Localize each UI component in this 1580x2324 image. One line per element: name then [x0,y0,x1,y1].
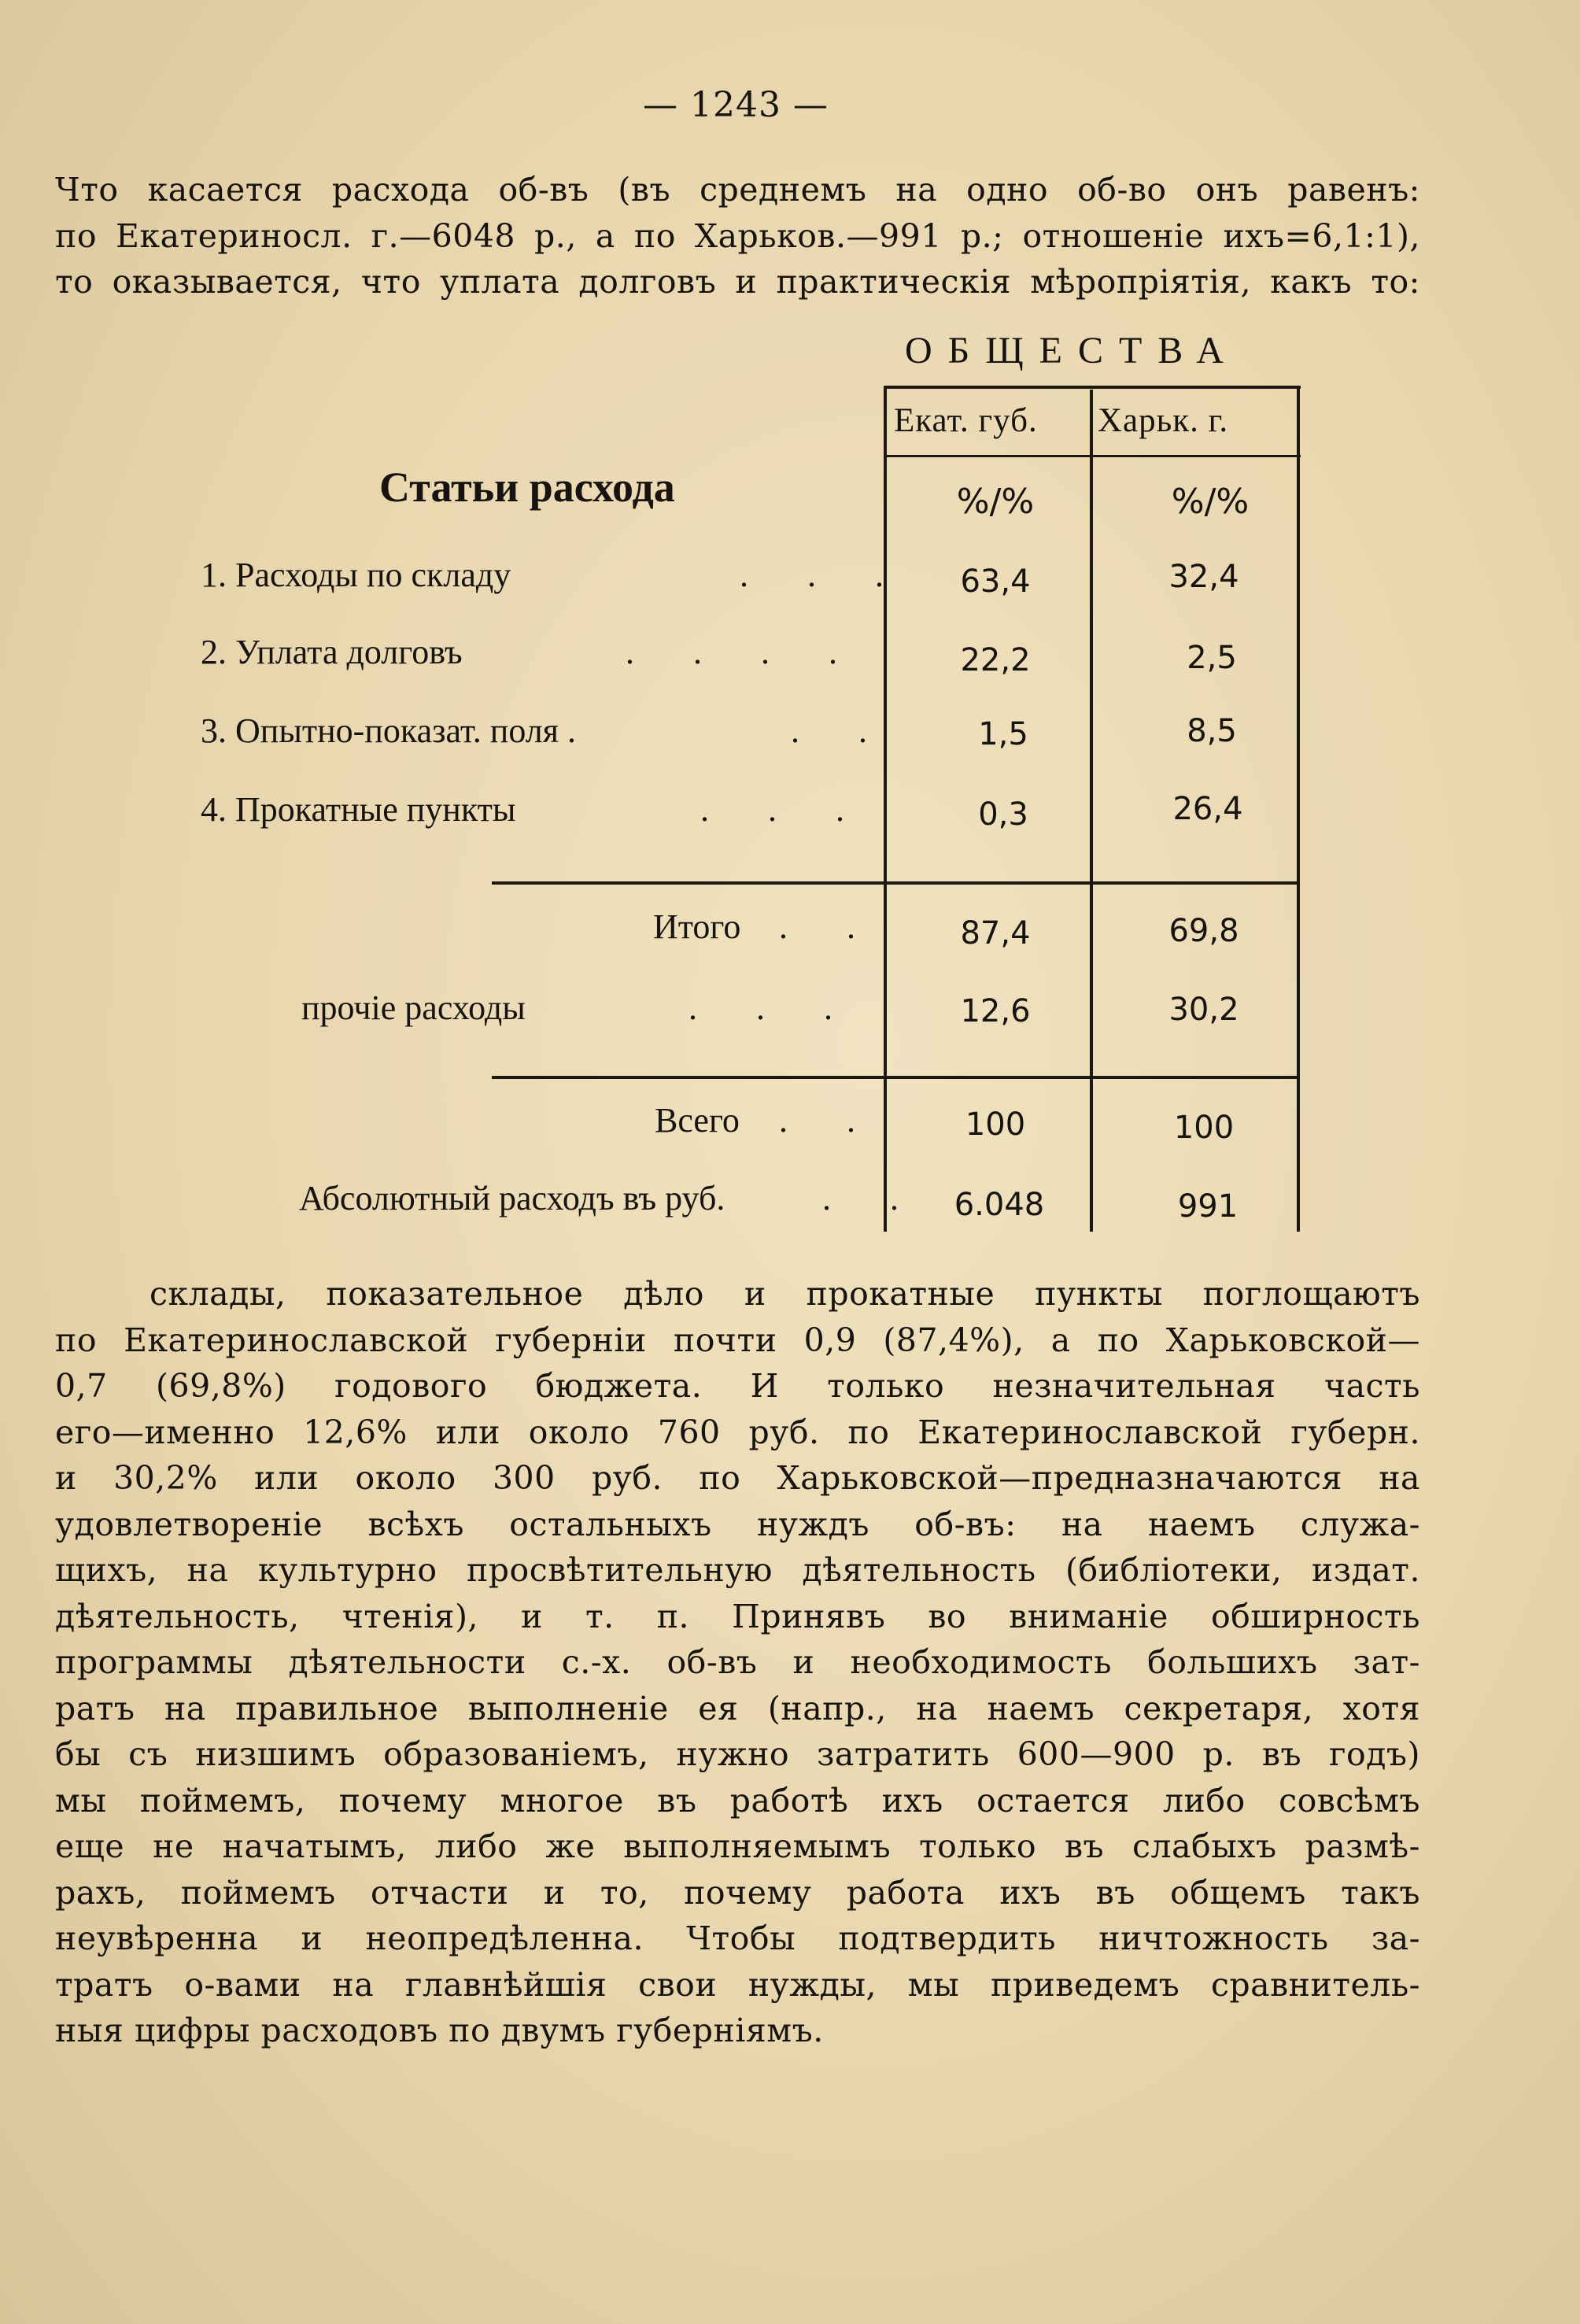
text-line: 0,7 (69,8%) годового бюджета. И только незначительная часть [55,1367,1420,1405]
total-rule [492,1076,1298,1079]
intro-paragraph [55,167,1420,305]
subtotal-rule [492,881,1298,885]
row-header: Статьи расхода [379,464,675,511]
table-group-header: ОБЩЕСТВА [905,330,1239,371]
leader-dots: . . . [700,790,869,829]
column-header-khark: Харьк. г. [1098,402,1229,439]
text-line: щихъ, на культурно просвѣтительную дѣятельность (библіотеки, издат. [55,1551,1420,1589]
row-label: Абсолютный расходъ въ руб. [299,1179,725,1217]
cell-khark: 32,4 [1168,559,1239,595]
text-line: ратъ на правильное выполненіе ея (напр., на наемъ секретаря, хотя [55,1689,1420,1727]
leader-dots: . . [779,1101,880,1140]
row-label: Итого [653,907,741,946]
row-label: 1. Расходы по складу [201,556,511,594]
text-line: рахъ, поймемъ отчасти и то, почему работа ихъ въ общемъ такъ [55,1873,1420,1912]
cell-ekat: 12,6 [960,993,1031,1029]
text-line: то оказывается, что уплата долговъ и практическія мѣропріятія, какъ то: [55,263,1420,301]
page-number: — 1243 — [643,85,829,125]
column-rule-middle [1090,390,1093,1232]
body-paragraph [55,1271,1420,2054]
cell-ekat: 63,4 [960,563,1031,600]
cell-ekat: 1,5 [978,716,1028,752]
text-line: склады, показательное дѣло и прокатные пункты поглощаютъ [150,1275,1420,1313]
leader-dots: . . . . [626,633,862,671]
column-rule-right [1297,386,1300,1232]
column-unit-ekat: %/% [956,482,1035,522]
column-unit-khark: %/% [1171,482,1250,522]
table-top-rule [885,386,1301,389]
text-line: по Екатериносл. г.—6048 р., а по Харьков.—991 р.; отношеніе ихъ=6,1:1), [55,216,1420,255]
row-label: 2. Уплата долговъ [201,633,463,671]
cell-khark: 100 [1173,1110,1235,1146]
text-line: программы дѣятельности с.-х. об-въ и необходимость большихъ зат- [55,1643,1420,1681]
text-line: ныя цифры расходовъ по двумъ губерніямъ. [55,2012,824,2049]
row-label: Всего [655,1101,740,1140]
leader-dots: . . [822,1179,924,1217]
text-line: неувѣренна и неопредѣленна. Чтобы подтвердить ничтожность за- [55,1919,1420,1957]
cell-ekat: 0,3 [978,796,1028,833]
leader-dots: . . . [740,556,909,594]
cell-khark: 69,8 [1168,913,1239,949]
text-line: бы съ низшимъ образованіемъ, нужно затратить 600—900 р. въ годъ) [55,1735,1420,1773]
cell-ekat: 6.048 [954,1187,1045,1223]
table-header-rule [885,455,1301,457]
row-label: 3. Опытно-показат. поля . [201,711,576,750]
text-line: мы поймемъ, почему многое въ работѣ ихъ остается либо совсѣмъ [55,1781,1420,1820]
text-line: и 30,2% или около 300 руб. по Харьковской—предназначаются на [55,1459,1420,1497]
cell-khark: 26,4 [1172,791,1243,827]
text-line: удовлетвореніе всѣхъ остальныхъ нуждъ об-въ: на наемъ служа- [55,1505,1420,1543]
text-line: по Екатеринославской губерніи почти 0,9 (87,4%), а по Харьковской— [55,1321,1420,1359]
text-line: еще не начатымъ, либо же выполняемымъ только въ слабыхъ размѣ- [55,1827,1420,1865]
cell-ekat: 22,2 [960,642,1031,678]
cell-khark: 30,2 [1168,992,1239,1028]
cell-khark: 2,5 [1187,640,1237,676]
row-label: 4. Прокатные пункты [201,790,516,829]
text-line: его—именно 12,6% или около 760 руб. по Екатеринославской губерн. [55,1413,1420,1451]
row-label: прочіе расходы [301,988,526,1027]
leader-dots: . . [779,907,880,946]
cell-ekat: 87,4 [960,915,1031,951]
leader-dots: . . . [688,988,858,1027]
cell-khark: 991 [1177,1188,1239,1225]
column-header-ekat: Екат. губ. [894,402,1038,439]
cell-khark: 8,5 [1187,713,1237,749]
text-line: дѣятельность, чтенія), и т. п. Принявъ во вниманіе обширность [55,1597,1420,1635]
text-line: тратъ о-вами на главнѣйшія свои нужды, мы приведемъ сравнитель- [55,1965,1420,2004]
column-rule-left [884,386,887,1232]
cell-ekat: 100 [965,1107,1026,1143]
text-line: Что касается расхода об-въ (въ среднемъ на одно об-во онъ равенъ: [55,171,1420,209]
leader-dots: . . [791,711,892,750]
